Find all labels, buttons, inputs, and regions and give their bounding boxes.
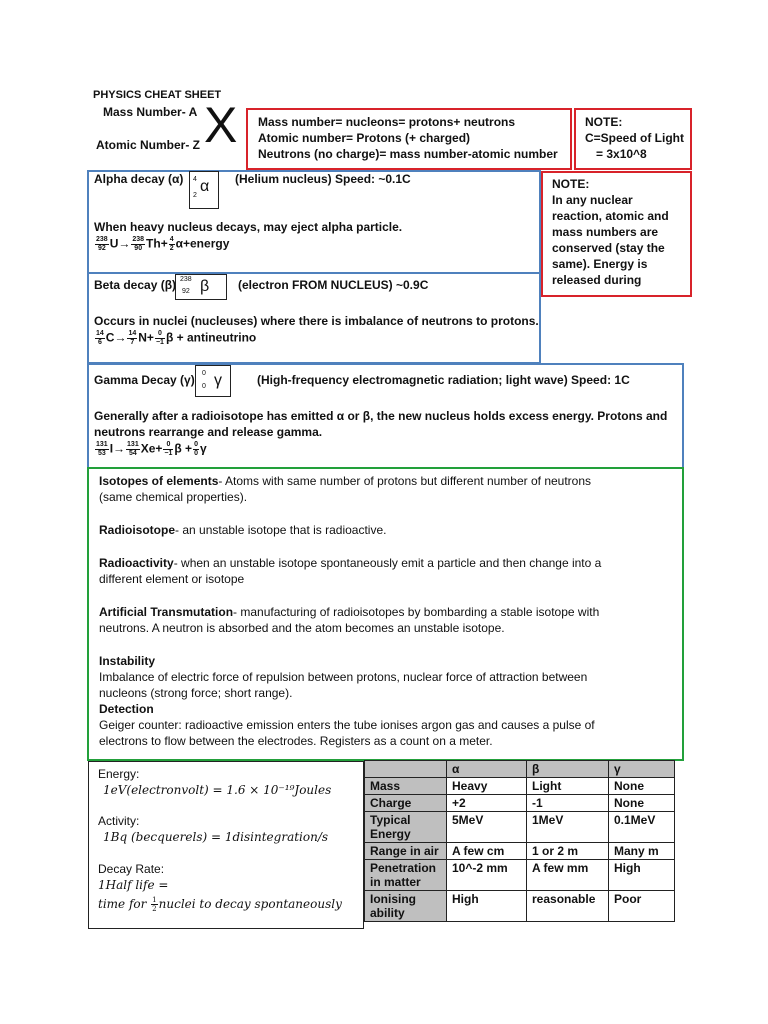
row-label: Mass <box>365 778 447 795</box>
eq-mass: 131 <box>127 441 139 448</box>
table-header-cell: α <box>447 761 527 778</box>
beta-mass: 238 <box>180 276 192 283</box>
eq-atomic: 7 <box>130 339 135 346</box>
table-cell: High <box>447 891 527 922</box>
beta-label: Beta decay (β) <box>94 278 177 292</box>
table-cell: Heavy <box>447 778 527 795</box>
eq-element: U→ <box>109 236 131 251</box>
table-cell: reasonable <box>527 891 609 922</box>
table-row <box>365 891 675 922</box>
beta-decay-box <box>87 272 541 364</box>
eq-mass: 238 <box>96 236 108 243</box>
def-neutrons: Neutrons (no charge)= mass number-atomic number <box>258 147 558 161</box>
gamma-text: Generally after a radioisotope has emitted α or β, the new nucleus holds excess energy. Protons and <box>94 409 668 423</box>
gamma-mass: 0 <box>202 370 206 377</box>
eq-element: N+ <box>138 330 154 345</box>
fraction-denominator: 2 <box>152 905 157 913</box>
units-box <box>88 761 364 929</box>
eq-atomic: 6 <box>97 339 102 346</box>
eq-atomic: 2 <box>169 245 174 252</box>
eq-element: α+energy <box>175 236 230 251</box>
text: time for <box>98 897 151 911</box>
table-cell: Poor <box>609 891 675 922</box>
eq-atomic: 90 <box>134 245 143 252</box>
beta-symbol: β <box>200 278 210 295</box>
table-cell: 10^-2 mm <box>447 860 527 891</box>
gamma-symbol: γ <box>214 372 222 389</box>
note-line: = 3x10^8 <box>596 147 647 161</box>
text: nuclei to decay spontaneously <box>158 897 342 911</box>
alpha-mass: 4 <box>193 176 197 183</box>
term: Radioactivity <box>99 556 174 570</box>
eq-mass: 0 <box>194 441 198 448</box>
eq-mass: 14 <box>96 330 104 337</box>
note-title: NOTE: <box>552 177 590 191</box>
eq-mass: 0 <box>163 441 173 450</box>
energy-equation: 1eV(electronvolt) = 1.6 × 10⁻¹⁹Joules <box>103 783 332 797</box>
gamma-decay-box <box>87 363 684 469</box>
definition: - when an unstable isotope spontaneously emit a particle and then change into a <box>173 556 602 570</box>
activity-equation: 1Bq (becquerels) = 1disintegration/s <box>103 830 329 844</box>
instability-text: nucleons (strong force; short range). <box>99 686 293 700</box>
table-header-cell <box>365 761 447 778</box>
alpha-symbol: α <box>200 178 210 195</box>
table-cell: 1 or 2 m <box>527 843 609 860</box>
eq-atomic: 0 <box>194 450 198 457</box>
detection-heading: Detection <box>99 702 154 716</box>
eq-element: I→ <box>109 441 126 456</box>
gamma-equation <box>94 441 207 458</box>
term: Isotopes of elements <box>99 474 219 488</box>
eq-atomic: 53 <box>97 450 106 457</box>
half-life-definition <box>98 896 342 913</box>
radiation-properties-table <box>364 760 675 922</box>
note-line: In any nuclear <box>552 193 633 207</box>
row-label: Ionising ability <box>365 891 447 922</box>
gamma-atomic: 0 <box>202 383 206 390</box>
table-row <box>365 795 675 812</box>
beta-atomic: 92 <box>182 288 190 295</box>
instability-text: Imbalance of electric force of repulsion between protons, nuclear force of attraction between <box>99 670 588 684</box>
alpha-label: Alpha decay (α) <box>94 172 184 186</box>
eq-mass: 0 <box>155 330 165 339</box>
alpha-symbol-box <box>189 171 219 209</box>
row-label: Typical Energy <box>365 812 447 843</box>
gamma-symbol-box <box>195 365 231 397</box>
definition: neutrons. A neutron is absorbed and the atom becomes an unstable isotope. <box>99 621 505 635</box>
eq-atomic: −1 <box>155 339 164 346</box>
term: Artificial Transmutation <box>99 605 234 619</box>
table-cell: +2 <box>447 795 527 812</box>
mass-number-label: Mass Number- A <box>103 105 198 119</box>
note-line: C=Speed of Light <box>585 131 684 145</box>
eq-atomic: 92 <box>97 245 106 252</box>
eq-element: β + antineutrino <box>165 330 257 345</box>
activity-label: Activity: <box>98 814 140 828</box>
detection-text: Geiger counter: radioactive emission enters the tube ionises argon gas and causes a pulse of <box>99 718 595 732</box>
table-row <box>365 778 675 795</box>
table-row <box>365 812 675 843</box>
table-cell: 5MeV <box>447 812 527 843</box>
eq-atomic: 54 <box>128 450 137 457</box>
page-title: PHYSICS CHEAT SHEET <box>93 89 222 101</box>
gamma-description: (High-frequency electromagnetic radiation; light wave) Speed: 1C <box>257 373 630 387</box>
def-mass-number: Mass number= nucleons= protons+ neutrons <box>258 115 516 129</box>
definitions-section <box>87 467 684 761</box>
table-cell: High <box>609 860 675 891</box>
eq-element: C→ <box>105 330 127 345</box>
alpha-decay-box <box>87 170 541 274</box>
eq-mass: 4 <box>169 236 174 243</box>
table-cell: Many m <box>609 843 675 860</box>
note-line: same). Energy is <box>552 257 648 271</box>
atomic-number-label: Atomic Number- Z <box>96 138 201 152</box>
definition: different element or isotope <box>99 572 245 586</box>
radioisotope-definition <box>99 523 386 537</box>
note-line: conserved (stay the <box>552 241 665 255</box>
eq-element: β + <box>174 441 193 456</box>
definition: (same chemical properties). <box>99 490 248 504</box>
alpha-description: (Helium nucleus) Speed: ~0.1C <box>235 172 411 186</box>
eq-mass: 238 <box>132 236 145 243</box>
element-symbol: X <box>204 97 238 153</box>
note-line: mass numbers are <box>552 225 659 239</box>
table-cell: -1 <box>527 795 609 812</box>
alpha-equation <box>94 236 229 253</box>
table-header-cell: β <box>527 761 609 778</box>
alpha-atomic: 2 <box>193 192 197 199</box>
definition: - manufacturing of radioisotopes by bombarding a stable isotope with <box>233 605 600 619</box>
eq-mass: 14 <box>128 330 137 337</box>
fraction-numerator: 1 <box>152 896 157 904</box>
beta-description: (electron FROM NUCLEUS) ~0.9C <box>238 278 429 292</box>
table-cell: None <box>609 795 675 812</box>
term: Radioisotope <box>99 523 176 537</box>
table-header-row <box>365 761 675 778</box>
half-life-equation: 1Half life = <box>98 878 169 892</box>
table-cell: Light <box>527 778 609 795</box>
table-cell: A few cm <box>447 843 527 860</box>
row-label: Charge <box>365 795 447 812</box>
table-cell: None <box>609 778 675 795</box>
definition: - Atoms with same number of protons but different number of neutrons <box>218 474 592 488</box>
note-conservation <box>541 171 692 297</box>
definitions-box <box>246 108 572 170</box>
instability-heading: Instability <box>99 654 156 668</box>
def-atomic-number: Atomic number= Protons (+ charged) <box>258 131 471 145</box>
note-line: reaction, atomic and <box>552 209 669 223</box>
gamma-label: Gamma Decay (γ) <box>94 373 195 387</box>
table-header-cell: γ <box>609 761 675 778</box>
table-row <box>365 843 675 860</box>
energy-label: Energy: <box>98 767 140 781</box>
eq-atomic: −1 <box>164 450 173 457</box>
note-line: released during <box>552 273 642 287</box>
gamma-text: neutrons rearrange and release gamma. <box>94 425 323 439</box>
table-cell: 1MeV <box>527 812 609 843</box>
eq-element: γ <box>199 441 207 456</box>
eq-element: Th+ <box>146 236 168 251</box>
detection-text: electrons to flow between the electrodes. Registers as a count on a meter. <box>99 734 493 748</box>
note-speed-of-light <box>574 108 692 170</box>
decay-rate-label: Decay Rate: <box>98 862 165 876</box>
eq-mass: 131 <box>96 441 108 448</box>
isotopes-definition <box>99 474 591 488</box>
row-label: Range in air <box>365 843 447 860</box>
beta-symbol-box <box>175 274 227 300</box>
table-cell: A few mm <box>527 860 609 891</box>
eq-element: Xe+ <box>140 441 163 456</box>
radioactivity-definition <box>99 556 601 570</box>
table-row <box>365 860 675 891</box>
beta-equation <box>94 330 256 347</box>
definition: - an unstable isotope that is radioactive. <box>175 523 387 537</box>
transmutation-definition <box>99 605 599 619</box>
row-label: Penetration in matter <box>365 860 447 891</box>
note-title: NOTE: <box>585 115 623 129</box>
beta-text: Occurs in nuclei (nucleuses) where there is imbalance of neutrons to protons. <box>94 314 539 328</box>
table-cell: 0.1MeV <box>609 812 675 843</box>
alpha-text: When heavy nucleus decays, may eject alpha particle. <box>94 220 403 234</box>
